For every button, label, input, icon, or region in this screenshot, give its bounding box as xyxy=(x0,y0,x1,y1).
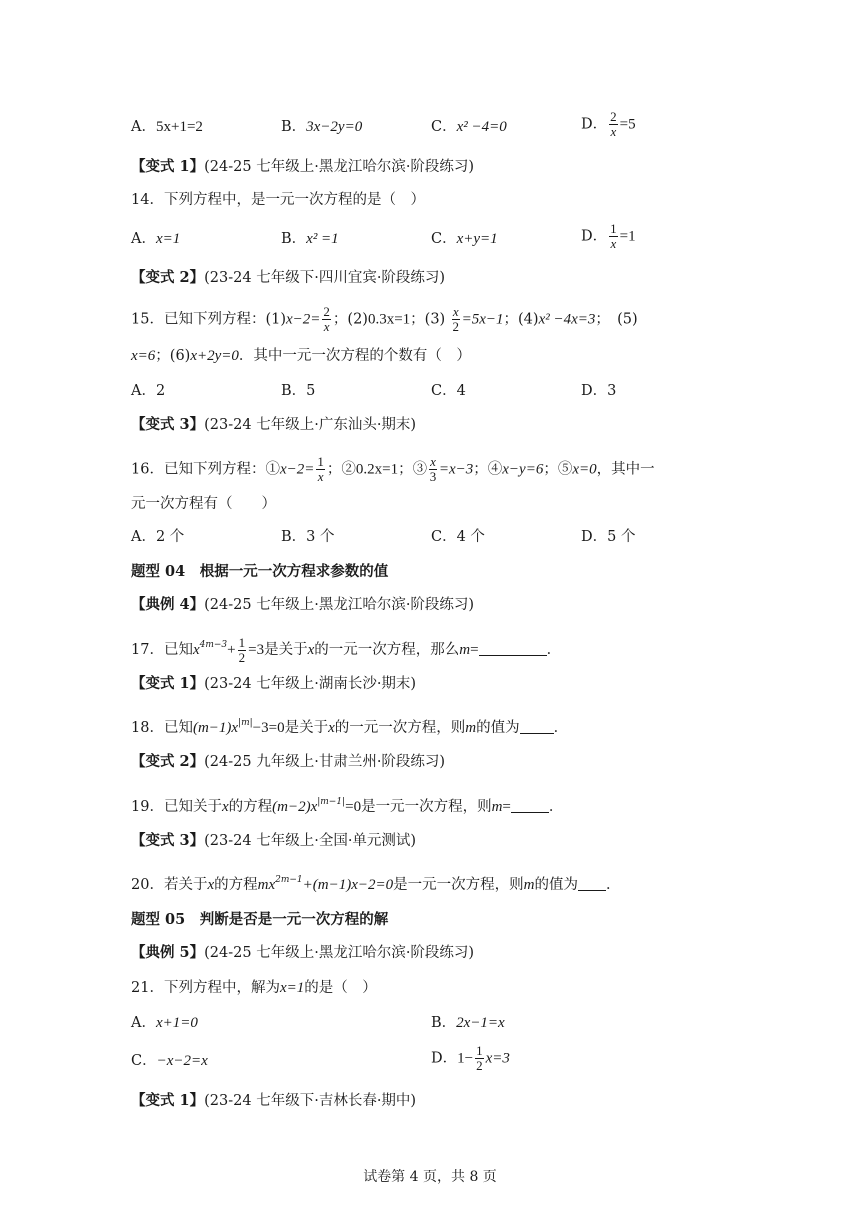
question-14: 14．下列方程中，是一元一次方程的是（ ） xyxy=(131,192,425,208)
option-a: A．2 xyxy=(131,383,166,399)
option-c: C．4 个 xyxy=(431,529,485,545)
question-17: 17．已知$x^{4m-3}+$ $\frac{1}{2}$ =3是关于x的一元一次方程，那么m= ． xyxy=(131,634,562,665)
option-b: B．2x−1=x xyxy=(431,1015,505,1031)
option-a: A．5x+1=2 xyxy=(131,119,203,135)
example-tag: 【典例 5】(24-25 七年级上·黑龙江哈尔滨·阶段练习) xyxy=(131,944,475,961)
answer-blank[interactable] xyxy=(520,719,554,734)
question-15-line1: 15．已知下列方程：(1)x−2= $\frac{2}{x}$ ；(2)0.3x=1；(3) $\frac{x}{2}$ =5x−1；(4)x² −4x=3； (5) xyxy=(131,304,638,334)
answer-blank[interactable] xyxy=(578,876,606,891)
option-c: C．4 xyxy=(431,383,466,399)
option-a: A．2 个 xyxy=(131,529,185,545)
question-21: 21．下列方程中，解为x=1的是（ ） xyxy=(131,980,377,996)
option-a: A．x+1=0 xyxy=(131,1015,198,1031)
question-19: 19．已知关于x的方程$(m-2)x^{|m-1|}=0$是一元一次方程，则m= ． xyxy=(131,797,564,815)
option-a: A．x=1 xyxy=(131,231,181,247)
option-d: D．3 xyxy=(581,383,617,399)
option-b: B．x² =1 xyxy=(281,231,339,247)
question-15-line2: x=6；(6)x+2y=0．其中一元一次方程的个数有（ ） xyxy=(131,348,471,364)
section-heading: 题型 04 根据一元一次方程求参数的值 xyxy=(131,563,389,580)
option-c: C．x² −4=0 xyxy=(431,119,507,135)
option-b: B．3x−2y=0 xyxy=(281,119,363,135)
answer-blank[interactable] xyxy=(511,798,549,813)
option-d: D．1− $\frac{1}{2}$ x=3 xyxy=(431,1043,510,1073)
question-16-line1: 16．已知下列方程：①x−2= $\frac{1}{x}$ ；②0.2x=1；③ $\frac{x}{3}$ =x−3；④x−y=6；⑤x=0，其中一 xyxy=(131,454,655,484)
option-d: D．5 个 xyxy=(581,529,636,545)
option-d: D． $\frac{1}{x}$ =1 xyxy=(581,221,636,251)
section-heading: 题型 05 判断是否是一元一次方程的解 xyxy=(131,911,389,928)
variant-tag: 【变式 3】(23-24 七年级上·广东汕头·期末) xyxy=(131,416,417,433)
option-c: C．−x−2=x xyxy=(131,1053,208,1069)
variant-tag: 【变式 1】(23-24 七年级下·吉林长春·期中) xyxy=(131,1092,417,1109)
option-d: D． $\frac{2}{x}$ =5 xyxy=(581,109,636,139)
variant-tag: 【变式 2】(23-24 七年级下·四川宜宾·阶段练习) xyxy=(131,269,446,286)
option-c: C．x+y=1 xyxy=(431,231,498,247)
example-tag: 【典例 4】(24-25 七年级上·黑龙江哈尔滨·阶段练习) xyxy=(131,596,475,613)
variant-tag: 【变式 2】(24-25 九年级上·甘肃兰州·阶段练习) xyxy=(131,753,446,770)
question-20: 20．若关于x的方程$mx^{2m-1}+(m-1)x-2=0$是一元一次方程，则m的值为 ． xyxy=(131,875,621,893)
variant-tag: 【变式 3】(23-24 七年级上·全国·单元测试) xyxy=(131,832,417,849)
option-b: B．3 个 xyxy=(281,529,335,545)
variant-tag: 【变式 1】(24-25 七年级上·黑龙江哈尔滨·阶段练习) xyxy=(131,158,475,175)
page-footer: 试卷第 4 页，共 8 页 xyxy=(363,1169,497,1185)
option-b: B．5 xyxy=(281,383,316,399)
question-16-line2: 元一次方程有（ ） xyxy=(131,496,276,512)
variant-tag: 【变式 1】(23-24 七年级上·湖南长沙·期末) xyxy=(131,675,417,692)
answer-blank[interactable] xyxy=(479,641,547,656)
question-18: 18．已知$(m-1)x^{|m|}-3=0$是关于x的一元一次方程，则m的值为 ． xyxy=(131,718,569,736)
